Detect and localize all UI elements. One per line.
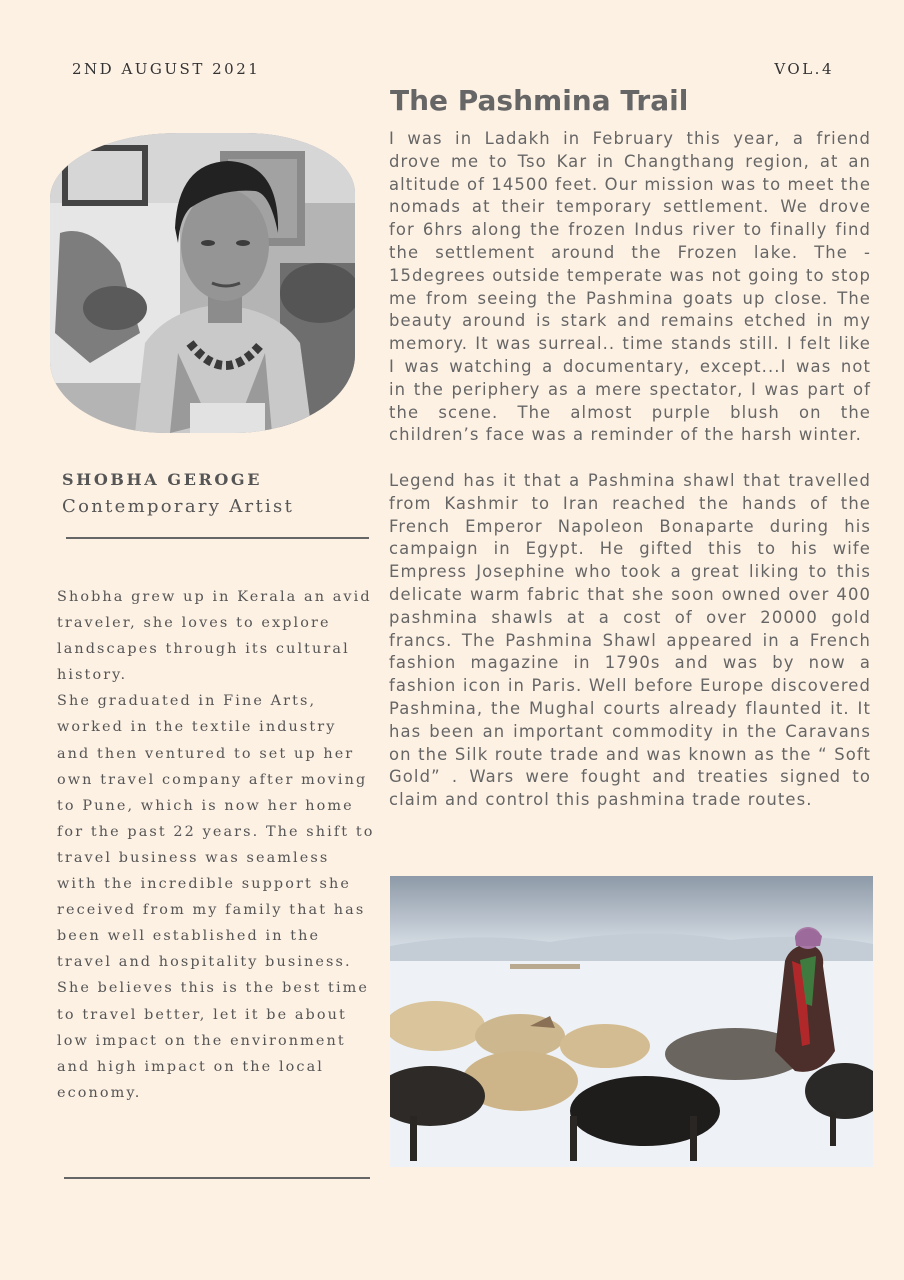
divider-bottom <box>64 1177 370 1179</box>
bio-paragraph: Shobha grew up in Kerala an avid traveler, she loves to explore landscapes through its cultural history. <box>57 589 372 684</box>
article-paragraph: Legend has it that a Pashmina shawl that travelled from Kashmir to Iran reached the hands of the French Emperor Napoleon Bonaparte during his campaign in Egypt. He gifted this to his wife Empress Josephine who took a great liking to this delicate warm fabric that she soon owned over 400 pashmina shawls at a cost of over 20000 gold francs. The Pashmina Shawl appeared in a French fashion magazine in 1790s and was by now a fashion icon in Paris. Well before Europe discovered Pashmina, the Mughal courts already flaunted it. It has been an important commodity in the Caravans on the Silk route trade and was known as the “ Soft Gold” . Wars were fought and treaties signed to claim and control this pashmina trade routes. <box>389 470 871 810</box>
article-paragraph: I was in Ladakh in February this year, a friend drove me to Tso Kar in Changthang region, at an altitude of 14500 feet. Our mission was to meet the nomads at their temporary settlement. We drove for 6hrs along the frozen Indus river to finally find the settlement around the Frozen lake. The - 15degrees outside temperate was not going to stop me from seeing the Pashmina goats up close. The beauty around is stark and remains etched in my memory. It was surreal.. time stands still. I felt like I was watching a documentary, except...I was not in the periphery as a mere spectator, I was part of the scene. The almost purple blush on the children’s face was a reminder of the harsh winter. <box>389 129 871 445</box>
article-body <box>389 128 871 812</box>
bio-paragraph: She graduated in Fine Arts, worked in the textile industry and then ventured to set up her own travel company after moving to Pune, which is now her home for the past 22 years. The shift to travel business was seamless with the incredible support she received from my family that has been well established in the travel and hospitality business. She believes this is the best time to travel better, let it be about low impact on the environment and high impact on the local economy. <box>57 693 375 1101</box>
article-title: The Pashmina Trail <box>390 84 689 117</box>
pashmina-goats-photo <box>390 876 873 1167</box>
author-name: SHOBHA GEROGE <box>62 470 262 489</box>
volume-number: VOL.4 <box>774 60 834 78</box>
issue-date: 2ND AUGUST 2021 <box>72 60 261 78</box>
author-bio <box>57 584 375 1106</box>
author-title: Contemporary Artist <box>62 496 295 517</box>
divider-top <box>66 537 369 539</box>
author-portrait <box>50 133 355 433</box>
